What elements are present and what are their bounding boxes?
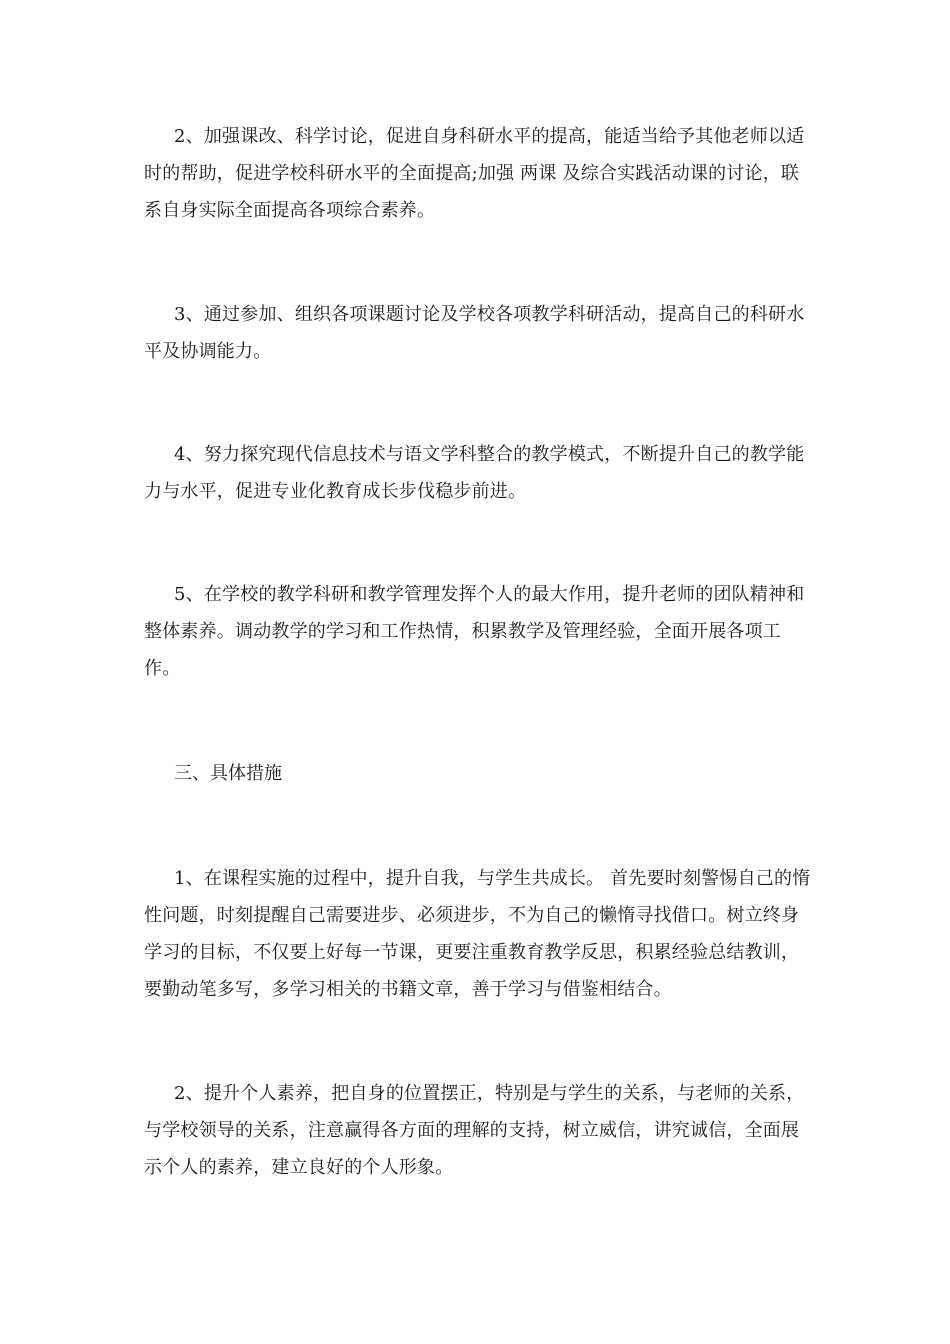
paragraph-goal-3: 3、通过参加、组织各项课题讨论及学校各项教学科研活动，提高自己的科研水平及协调能力。 <box>144 304 805 362</box>
paragraph-goal-2: 2、加强课改、科学讨论，促进自身科研水平的提高，能适当给予其他老师以适时的帮助，促进学校科研水平的全面提高;加强 两课 及综合实践活动课的讨论，联系自身实际全面提高各项综合素养。 <box>144 126 805 221</box>
paragraph-measure-1: 1、在课程实施的过程中，提升自我，与学生共成长。 首先要时刻警惕自己的惰性问题，时刻提醒自己需要进步、必须进步，不为自己的懒惰寻找借口。树立终身学习的目标，不仅要上好每一节课，更要注重教育教学反思，积累经验总结教训，要勤动笔多写，多学习相关的书籍文章，善于学习与借鉴相结合。 <box>144 868 811 1000</box>
paragraph-measure-2: 2、提升个人素养，把自身的位置摆正，特别是与学生的关系，与老师的关系，与学校领导的关系，注意赢得各方面的理解的支持，树立威信，讲究诚信，全面展示个人的素养，建立良好的个人形象。 <box>144 1083 805 1178</box>
paragraph-goal-4: 4、努力探究现代信息技术与语文学科整合的教学模式，不断提升自己的教学能力与水平，促进专业化教育成长步伐稳步前进。 <box>144 444 805 502</box>
section-heading: 三、具体措施 <box>174 763 282 784</box>
paragraph-goal-5: 5、在学校的教学科研和教学管理发挥个人的最大作用，提升老师的团队精神和整体素养。调动教学的学习和工作热情，积累教学及管理经验，全面开展各项工作。 <box>144 584 805 679</box>
